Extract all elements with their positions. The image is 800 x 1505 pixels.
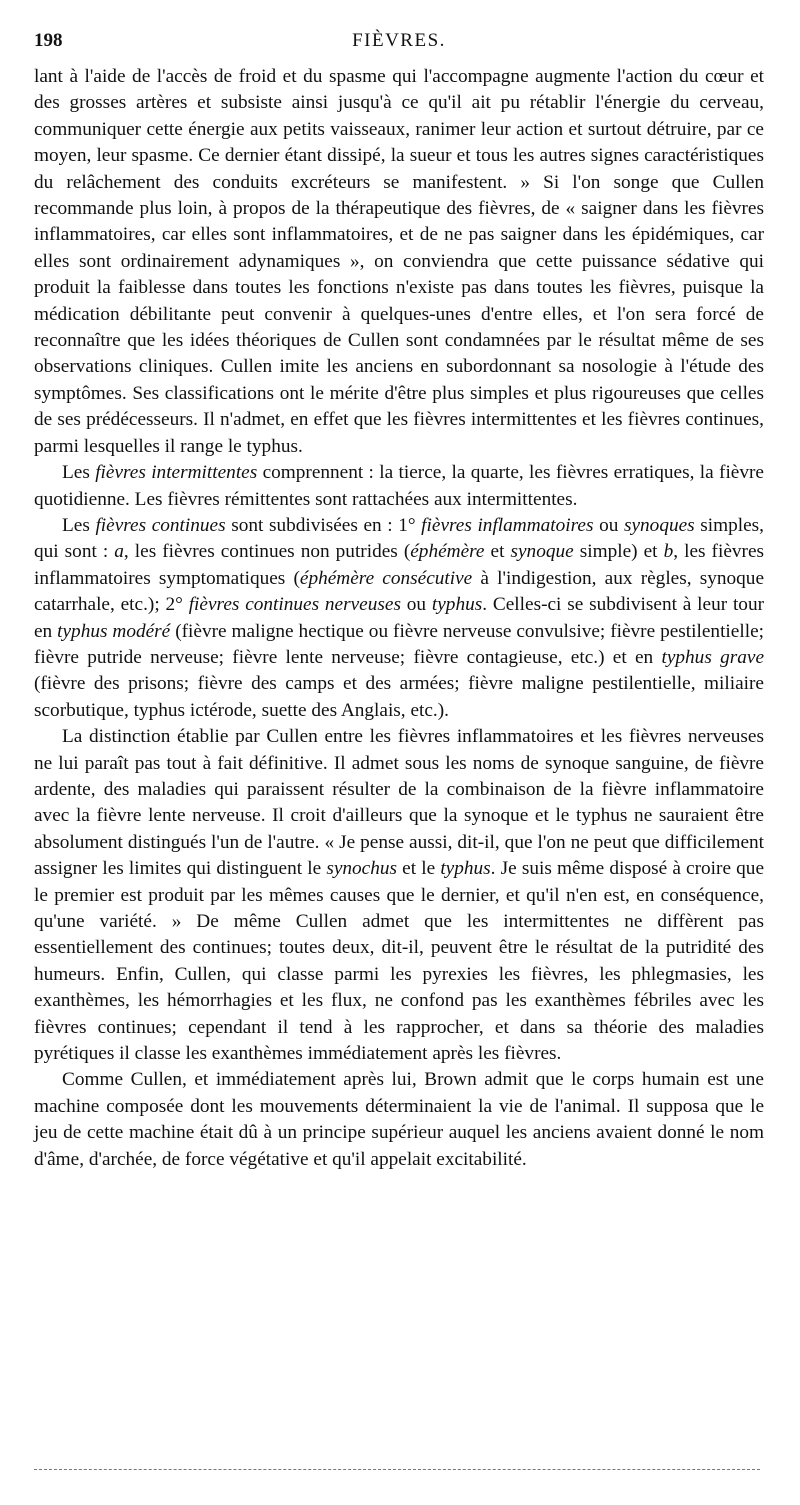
- paragraph: [34, 513, 764, 724]
- text-run: Les: [62, 462, 96, 484]
- text-run: lant à l'aide de l'accès de froid et du spasme qui l'accompagne augmente l'action du cœur et des grosses artères et subsiste ainsi jusqu'à ce qu'il ait pu rétablir l'énergie du cerveau, communiquer cette énergie aux petits vaisseaux, ranimer leur action et surtout détruire, par ce moyen, leur spasme. Ce dernier étant dissipé, la sueur et tous les autres signes caractéristiques du relâchement des conduits excréteurs se manifestent. » Si l'on songe que Cullen recommande plus loin, à propos de la thérapeutique des fièvres, de « saigner dans les fièvres inflammatoires, car elles sont inflammatoires, et de ne pas saigner dans les épidémiques, car elles sont ordinairement adynamiques », on conviendra que cette puissance sédative qui produit la faiblesse dans toutes les fonctions n'existe pas dans toutes les fièvres, puisque la médication débilitante peut convenir à quelques-unes d'entre elles, et l'on sera forcé de reconnaître que les idées théoriques de Cullen sont condamnées par le résultat même de ses observations cliniques. Cullen imite les anciens en subordonnant sa nosologie à l'étude des symptômes. Ses classifications ont le mérite d'être plus simples et plus rigoureuses que celles de ses prédécesseurs. Il n'admet, en effet que les fièvres intermittentes et les fièvres continues, parmi lesquelles il range le typhus.: [34, 66, 764, 457]
- text-run: (fièvre des prisons; fièvre des camps et des armées; fièvre maligne pestilentielle, miliaire scorbutique, typhus ictérode, suette des Anglais, etc.).: [34, 673, 764, 721]
- page-footer-rule: [34, 1469, 760, 1470]
- italic-term: synochus: [326, 858, 397, 880]
- text-run: , les fièvres inflammatoires symptomatiques (: [34, 541, 765, 589]
- italic-term: fièvres continues nerveuses: [188, 594, 401, 616]
- italic-term: typhus: [431, 594, 483, 616]
- text-run: ou: [400, 594, 432, 616]
- text-run: ou: [593, 514, 624, 536]
- text-run: Les: [62, 514, 96, 536]
- running-title: FIÈVRES.: [352, 30, 446, 51]
- text-run: (fièvre maligne hectique ou fièvre nerveuse convulsive; fièvre pestilentielle; fièvre putride nerveuse; fièvre lente nerveuse; fièvre contagieuse, etc.) et en: [34, 620, 764, 668]
- text-run: sont subdivisées en : 1°: [225, 514, 422, 536]
- italic-term: éphémère consécutive: [299, 567, 473, 589]
- italic-term: synoque: [510, 541, 574, 563]
- italic-term: b: [663, 541, 674, 563]
- text-run: . Celles-ci se subdivisent à leur tour en: [34, 594, 765, 642]
- text-run: à l'indigestion, aux règles, synoque catarrhale, etc.); 2°: [34, 567, 765, 616]
- body-text: [34, 64, 764, 1173]
- text-run: , les fièvres continues non putrides (: [123, 541, 411, 563]
- text-run: comprennent : la tierce, la quarte, les fièvres erratiques, la fièvre quotidienne. Les fièvres rémittentes sont rattachées aux intermittentes.: [34, 462, 764, 510]
- text-run: La distinction établie par Cullen entre les fièvres inflammatoires et les fièvres nerveuses ne lui paraît pas tout à fait définitive. Il admet sous les noms de synoque sanguine, de fièvre ardente, des maladies qui paraissent résulter de la combinaison de la fièvre inflammatoire avec la fièvre lente nerveuse. Il croit d'ailleurs que la synoque et le typhus ne sauraient être absolument distingués l'un de l'autre. « Je pense aussi, dit-il, que l'on ne peut que difficilement assigner les limites qui distinguent le: [34, 726, 764, 880]
- italic-term: synoques: [623, 514, 695, 536]
- paragraph: [34, 460, 764, 513]
- italic-term: éphémère: [410, 541, 485, 563]
- italic-term: a: [114, 541, 124, 563]
- italic-term: typhus: [440, 858, 491, 880]
- paragraph: [34, 1067, 764, 1173]
- text-run: . Je suis même disposé à croire que le premier est produit par les mêmes causes que le dernier, et qu'il n'en est, en conséquence, qu'une variété. » De même Cullen admet que les intermittentes ne diffèrent pas essentiellement des continues; toutes deux, dit-il, peuvent être le résultat de la putridité des humeurs. Enfin, Cullen, qui classe parmi les pyrexies les fièvres, les phlegmasies, les exanthèmes, les hémorrhagies et les flux, ne confond pas les exanthèmes fébriles avec les fièvres continues; cependant il tend à les rapprocher, et dans sa théorie des maladies pyrétiques il classe les exanthèmes immédiatement après les fièvres.: [34, 858, 764, 1065]
- text-run: simples, qui sont :: [34, 514, 765, 563]
- italic-term: fièvres intermittentes: [95, 462, 258, 484]
- page-header: [34, 30, 764, 56]
- italic-term: fièvres continues: [95, 514, 226, 536]
- text-run: Comme Cullen, et immédiatement après lui, Brown admit que le corps humain est une machine composée dont les mouvements déterminaient la vie de l'animal. Il supposa que le jeu de cette machine était dû à un principe supérieur auquel les anciens avaient donné le nom d'âme, d'archée, de force végétative et qu'il appelait excitabilité.: [34, 1069, 764, 1170]
- text-run: et: [484, 541, 511, 563]
- text-run: et le: [397, 858, 441, 880]
- italic-term: typhus modéré: [57, 620, 171, 642]
- text-run: simple) et: [573, 541, 664, 563]
- italic-term: fièvres inflammatoires: [421, 514, 594, 536]
- page-number: 198: [34, 30, 63, 51]
- paragraph: [34, 724, 764, 1067]
- paragraph: [34, 64, 764, 460]
- italic-term: typhus grave: [661, 646, 765, 668]
